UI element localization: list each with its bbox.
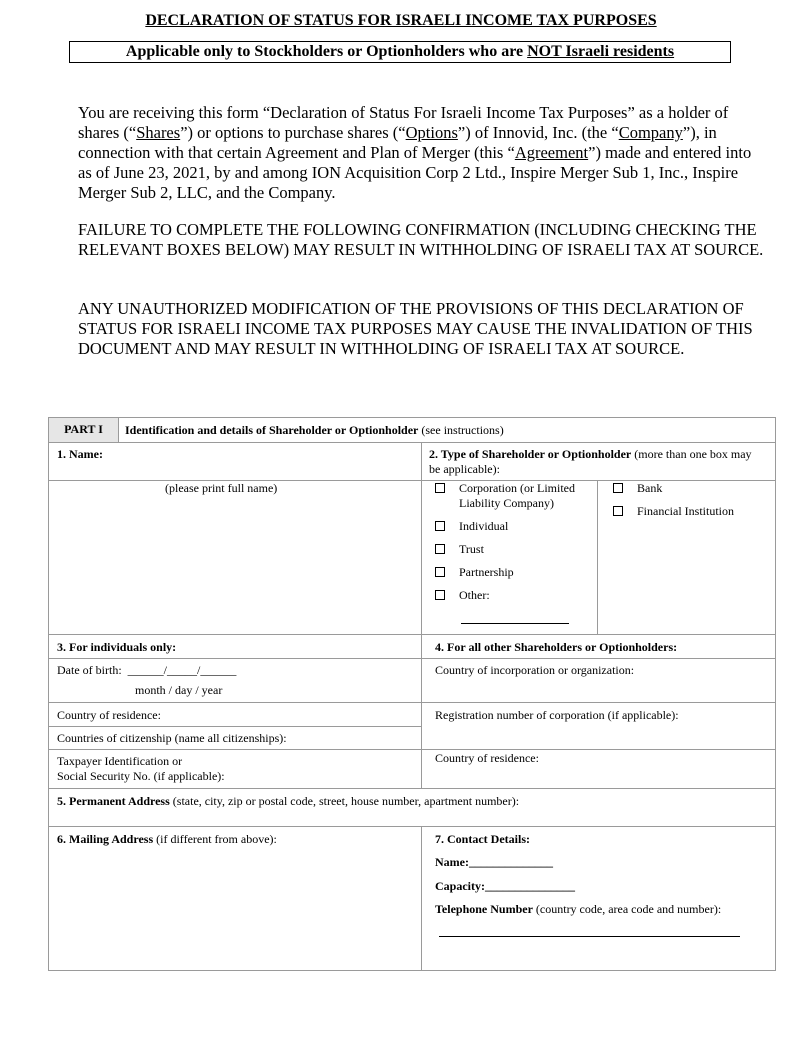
intro-paragraph [78, 103, 758, 203]
type-option-corporation[interactable]: Corporation (or Limited Liability Company) [435, 481, 595, 511]
citizenships-field[interactable]: Countries of citizenship (name all citizenships): [57, 731, 287, 745]
intro-text-4: ”), in connection with that certain Agreement and Plan of Merger (this “ [78, 123, 717, 162]
country-residence-individual-field[interactable]: Country of residence: [57, 708, 161, 722]
mailing-address-field[interactable]: 6. Mailing Address (if different from above): [57, 832, 277, 846]
type-label: 2. Type of Shareholder or Optionholder (more than one box may be applicable): [429, 447, 752, 476]
name-label: 1. Name: [57, 447, 103, 461]
type-option-individual[interactable]: Individual [435, 519, 508, 534]
checkbox[interactable] [435, 567, 445, 577]
checkbox[interactable] [435, 483, 445, 493]
part-label: PART I [49, 418, 119, 442]
checkbox[interactable] [613, 483, 623, 493]
others-label: 4. For all other Shareholders or Optionholders: [435, 640, 678, 654]
checkbox[interactable] [435, 590, 445, 600]
other-blank-line[interactable] [461, 623, 569, 624]
type-option-financial-institution[interactable]: Financial Institution [613, 504, 734, 519]
warning-failure: FAILURE TO COMPLETE THE FOLLOWING CONFIRMATION (INCLUDING CHECKING THE RELEVANT BOXES BELOW) MAY RESULT IN WITHHOLDING OF ISRAELI TAX AT SOURCE. [78, 220, 764, 259]
permanent-address-field[interactable]: 5. Permanent Address (state, city, zip or postal code, street, house number, apartment number): [57, 794, 520, 808]
checkbox[interactable] [613, 506, 623, 516]
type-option-other[interactable]: Other: [435, 588, 490, 603]
registration-number-field[interactable]: Registration number of corporation (if applicable): [435, 708, 679, 722]
defined-term-options: Options [405, 123, 458, 142]
taxpayer-id-field[interactable]: Taxpayer Identification or Social Security No. (if applicable): [57, 754, 225, 783]
type-option-bank[interactable]: Bank [613, 481, 662, 496]
contact-name-field[interactable]: Name:______________ [435, 855, 553, 869]
telephone-label: Telephone Number (country code, area code and number): [435, 902, 722, 916]
checkbox[interactable] [435, 521, 445, 531]
name-input-area[interactable] [57, 498, 412, 628]
defined-term-agreement: Agreement [514, 143, 589, 162]
defined-term-company: Company [618, 123, 683, 142]
country-residence-other-field[interactable]: Country of residence: [435, 751, 539, 765]
name-hint: (please print full name) [165, 481, 278, 495]
part-title: Identification and details of Shareholder or Optionholder (see instructions) [125, 423, 504, 437]
dob-format: month / day / year [135, 683, 223, 697]
part-one-form [48, 417, 776, 971]
defined-term-shares: Shares [136, 123, 181, 142]
document-title: DECLARATION OF STATUS FOR ISRAELI INCOME TAX PURPOSES [145, 12, 657, 29]
telephone-blank-line[interactable] [439, 936, 740, 937]
contact-capacity-field[interactable]: Capacity:_______________ [435, 879, 575, 893]
type-option-trust[interactable]: Trust [435, 542, 484, 557]
checkbox[interactable] [435, 544, 445, 554]
intro-text-2: ”) or options to purchase shares (“ [180, 123, 406, 142]
intro-text-5: ”) made and entered into as of June 23, 2021, by and among ION Acquisition Corp 2 Ltd., Inspire Merger Sub 1, Inc., Inspire Merger Sub 2, LLC, and the Company. [78, 143, 752, 202]
contact-details-label: 7. Contact Details: [435, 832, 530, 846]
type-option-partnership[interactable]: Partnership [435, 565, 514, 580]
country-incorporation-field[interactable]: Country of incorporation or organization: [435, 663, 635, 677]
applicability-banner [69, 41, 731, 63]
individuals-label: 3. For individuals only: [57, 640, 177, 654]
intro-text-1: You are receiving this form “Declaration of Status For Israeli Income Tax Purposes” as a holder of shares (“ [78, 103, 729, 142]
applicability-text: Applicable only to Stockholders or Optionholders who are [125, 43, 528, 60]
dob-field[interactable]: Date of birth: ______/_____/______ [57, 663, 237, 677]
intro-text-3: ”) of Innovid, Inc. (the “ [457, 123, 619, 142]
applicability-underlined: NOT Israeli residents [527, 43, 675, 60]
warning-modification: ANY UNAUTHORIZED MODIFICATION OF THE PROVISIONS OF THIS DECLARATION OF STATUS FOR ISRAELI INCOME TAX PURPOSES MAY CAUSE THE INVALIDATION OF THIS DOCUMENT AND MAY RESULT IN WITHHOLDING OF ISRAELI TAX AT SOURCE. [78, 299, 753, 358]
